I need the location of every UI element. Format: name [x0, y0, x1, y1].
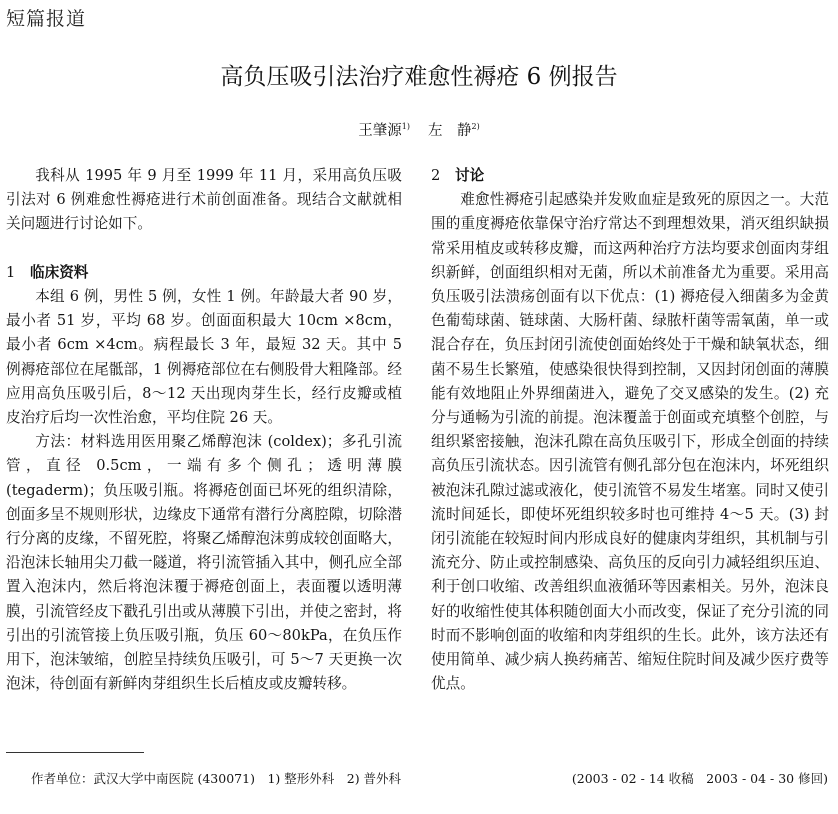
section-number: 1	[6, 263, 16, 281]
section-heading-clinical	[6, 261, 402, 285]
author-affiliation-footnote: 作者单位：武汉大学中南医院 (430071) 1) 整形外科 2) 普外科	[31, 771, 402, 786]
section-number: 2	[431, 167, 441, 184]
intro-paragraph: 我科从 1995 年 9 月至 1999 年 11 月，采用高负压吸引法对 6 例难愈性褥疮进行术前创面准备。现结合文献就相关问题进行讨论如下。	[6, 167, 402, 233]
body-paragraph: 本组 6 例，男性 5 例，女性 1 例。年龄最大者 90 岁，最小者 51 岁，平均 68 岁。创面面积最大 10cm ×8cm，最小者 6cm ×4cm。病程最长 3 年，最短 32 天。其中 5 例褥疮部位在尾骶部，1 例褥疮部位在右侧股骨大粗隆部。经应用高负压吸引后，8～12 天出现肉芽生长，经行皮瓣或植皮治疗后均一次性治愈，平均住院 26 天。	[6, 288, 402, 427]
author-name: 左 静	[428, 123, 472, 139]
article-title: 高负压吸引法治疗难愈性褥疮 6 例报告	[220, 64, 618, 90]
author-line	[0, 119, 838, 140]
body-paragraph: 难愈性褥疮引起感染并发败血症是致死的原因之一。大范围的重度褥疮依靠保守治疗常达不到理想效果，消灭组织缺损常采用植皮或转移皮瓣，而这两种治疗方法均要求创面肉芽组织新鲜，创面组织相对无菌，所以术前准备尤为重要。采用高负压吸引法溃疡创面有以下优点：(1) 褥疮侵入细菌多为金黄色葡萄球菌、链球菌、大肠杆菌、绿脓杆菌等需氧菌，单一或混合存在，负压封闭引流使创面始终处于干燥和缺氧状态，细菌不易生长繁殖，使感染很快得到控制，又因封闭创面的薄膜能有效地阻止外界细菌进入，避免了交叉感染的发生。(2) 充分与通畅为引流的前提。泡沫覆盖于创面或充填整个创腔，与组织紧密接触，泡沫孔隙在高负压吸引下，形成全创面的持续高负压引流状态。因引流管有侧孔部分包在泡沫内，坏死组织被泡沫孔隙过滤或液化，使引流管不易发生堵塞。同时又使引流时间延长，即使坏死组织较多时也可维持 4～5 天。(3) 封闭引流能在较短时间内形成良好的健康肉芽组织，其机制与引流充分、防止或控制感染、高负压的反向引力减轻组织压迫、利于创口收缩、改善组织血液循环等因素相关。另外，泡沫良好的收缩性使其体积随创面大小而改变，保证了充分引流的同时而不影响创面的收缩和肉芽组织的生长。此外，该方法还有使用简单、减少病人换药痛苦、缩短住院时间及减少医疗费等优点。	[431, 191, 829, 693]
section-heading-text: 讨论	[455, 167, 485, 184]
body-paragraph: 方法：材料选用医用聚乙烯醇泡沫 (coldex)；多孔引流管，直径 0.5cm，一端有多个侧孔；透明薄膜 (tegaderm)；负压吸引瓶。将褥疮创面已坏死的组织清除，创面多呈不规则形状，边缘皮下通常有潜行分离腔隙，切除潜行分离的皮缘，不留死腔，将聚乙烯醇泡沫剪成较创面略大，沿泡沫长轴用尖刀截一隧道，将引流管插入其中，侧孔应全部置入泡沫内，然后将泡沫覆于褥疮创面上，表面覆以透明薄膜，引流管经皮下戳孔引出或从薄膜下引出，并使之密封，将引出的引流管接上负压吸引瓶，负压 60～80kPa，在负压作用下，泡沫皱缩，创腔呈持续负压吸引，可 5～7 天更换一次泡沫，待创面有新鲜肉芽组织生长后植皮或皮瓣转移。	[6, 433, 402, 693]
section-tag: 短篇报道	[6, 8, 87, 30]
author-affiliation-mark: 1)	[401, 122, 410, 131]
footnote-divider	[6, 752, 144, 753]
author-affiliation-mark: 2)	[471, 122, 480, 131]
section-heading-discussion	[431, 164, 829, 188]
right-column	[431, 164, 829, 696]
section-heading-text: 临床资料	[30, 263, 89, 281]
left-column	[6, 164, 402, 696]
received-dates: (2003 - 02 - 14 收稿 2003 - 04 - 30 修回)	[571, 771, 828, 786]
author-name: 王肇源	[358, 123, 402, 139]
